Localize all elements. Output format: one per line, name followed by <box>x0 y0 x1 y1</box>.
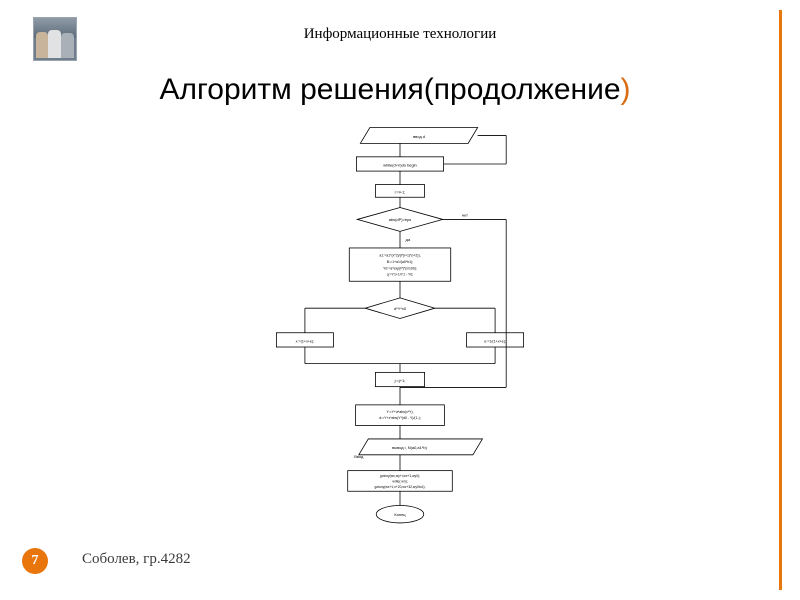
page-number-badge: 7 <box>22 548 48 574</box>
label-n7: x:=(1+x+e); <box>295 339 315 344</box>
flowchart <box>160 118 640 538</box>
label-n1: ввод d <box>413 133 425 139</box>
label-n5-line4: q:=Y1+1/Y1 - Y0; <box>386 272 414 277</box>
label-n8: e:=1/(1+x+e); <box>484 339 506 344</box>
course-title: Информационные технологии <box>303 26 497 42</box>
label-n2: while(d<n)do begin <box>383 162 417 168</box>
label-n5-line2: B:=1+a1/(a0*b1); <box>386 260 414 265</box>
edge-label-no: нет <box>461 212 469 218</box>
label-n12-line3: gotoxy(wx+1,x+20,wx+32,wy0to1); <box>374 485 426 490</box>
page-title-main: Алгоритм решения(продолжение <box>159 73 621 106</box>
footer-author: Соболев, гр.4282 <box>82 551 191 567</box>
label-n13: Конец <box>394 511 406 517</box>
flowchart-labels <box>296 134 506 517</box>
label-n11: вывод i, N(a0,a1*b) <box>392 445 427 451</box>
edge-label-yes: да <box>405 236 411 242</box>
page-title <box>0 73 790 107</box>
label-n10-line1: Y:=Y+a*abs(x*Y); <box>386 409 414 414</box>
label-n3: i:=i+1; <box>394 189 406 195</box>
label-n12-line1: gotoxy(wx,wy+i,wx+1,wy0); <box>379 473 421 478</box>
label-n10-line2: d:=Y+x*abs(Y*(d0 - Y)/(1-); <box>379 416 421 421</box>
label-n4: abs(dP)>eps <box>388 217 412 223</box>
label-n12-line2: write( wn); <box>392 479 408 484</box>
node-compute <box>356 405 445 426</box>
edge-label-input: Ввод <box>354 453 364 459</box>
flowchart-svg <box>160 118 640 538</box>
label-n5-line1: a1:=a1*(x*2)/(i*(i+1)*(i+2)); <box>379 253 421 258</box>
label-n9: j:=j+1; <box>394 377 406 383</box>
label-n6: d*Y*x0 <box>393 305 407 311</box>
page-title-paren: ) <box>620 73 631 106</box>
label-n5-line3: Y0:=a*exp(P)*(x/100); <box>383 266 417 271</box>
